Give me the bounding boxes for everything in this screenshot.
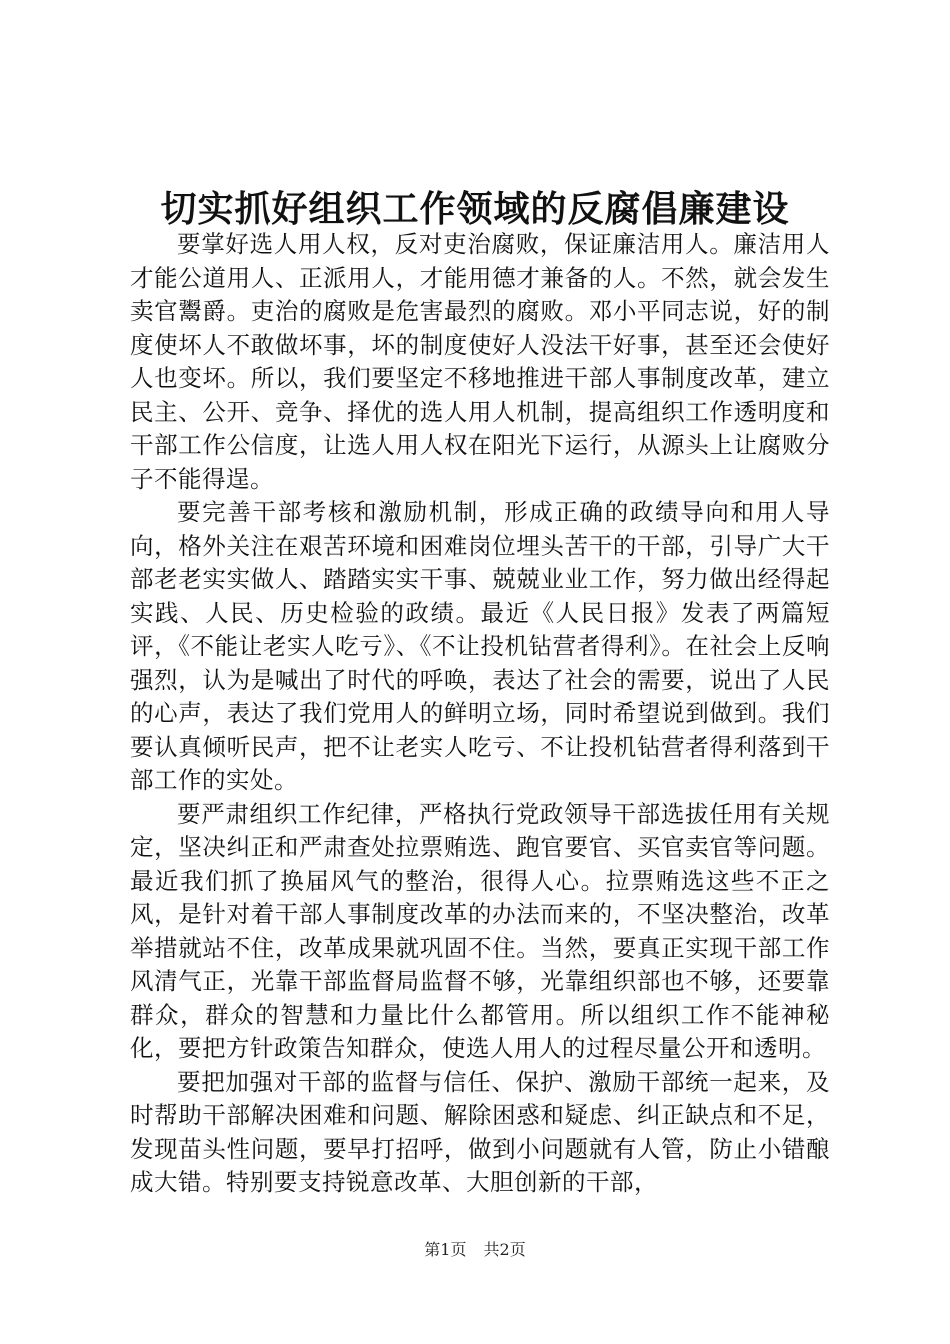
document-title: 切实抓好组织工作领域的反腐倡廉建设 [160,188,790,230]
page-total: 共2页 [483,1240,526,1259]
paragraph: 要把加强对干部的监督与信任、保护、激励干部统一起来，及时帮助干部解决困难和问题、解除困惑和疑虑、纠正缺点和不足，发现苗头性问题，要早打招呼，做到小问题就有人管，防止小错酿成大错。特别要支持锐意改革、大胆创新的干部， [130,1067,830,1196]
paragraph: 要严肃组织工作纪律，严格执行党政领导干部选拔任用有关规定，坚决纠正和严肃查处拉票贿选、跑官要官、买官卖官等问题。最近我们抓了换届风气的整治，很得人心。拉票贿选这些不正之风，是针对着干部人事制度改革的办法而来的，不坚决整治，改革举措就站不住，改革成果就巩固不住。当然，要真正实现干部工作风清气正，光靠干部监督局监督不够，光靠组织部也不够，还要靠群众，群众的智慧和力量比什么都管用。所以组织工作不能神秘化，要把方针政策告知群众，使选人用人的过程尽量公开和透明。 [130,799,830,1062]
page-number: 第1页 [424,1240,467,1259]
page-footer [0,1238,950,1262]
document-body [130,228,830,1200]
paragraph: 要完善干部考核和激励机制，形成正确的政绩导向和用人导向，格外关注在艰苦环境和困难岗位埋头苦干的干部，引导广大干部老老实实做人、踏踏实实干事、兢兢业业工作，努力做出经得起实践、人民、历史检验的政绩。最近《人民日报》发表了两篇短评，《不能让老实人吃亏》、《不让投机钻营者得利》。在社会上反响强烈，认为是喊出了时代的呼唤，表达了社会的需要，说出了人民的心声，表达了我们党用人的鲜明立场，同时希望说到做到。我们要认真倾听民声，把不让老实人吃亏、不让投机钻营者得利落到干部工作的实处。 [130,498,830,794]
paragraph: 要掌好选人用人权，反对吏治腐败，保证廉洁用人。廉洁用人才能公道用人、正派用人，才能用德才兼备的人。不然，就会发生卖官鬻爵。吏治的腐败是危害最烈的腐败。邓小平同志说，好的制度使坏人不敢做坏事，坏的制度使好人没法干好事，甚至还会使好人也变坏。所以，我们要坚定不移地推进干部人事制度改革，建立民主、公开、竞争、择优的选人用人机制，提高组织工作透明度和干部工作公信度，让选人用人权在阳光下运行，从源头上让腐败分子不能得逞。 [130,230,830,493]
